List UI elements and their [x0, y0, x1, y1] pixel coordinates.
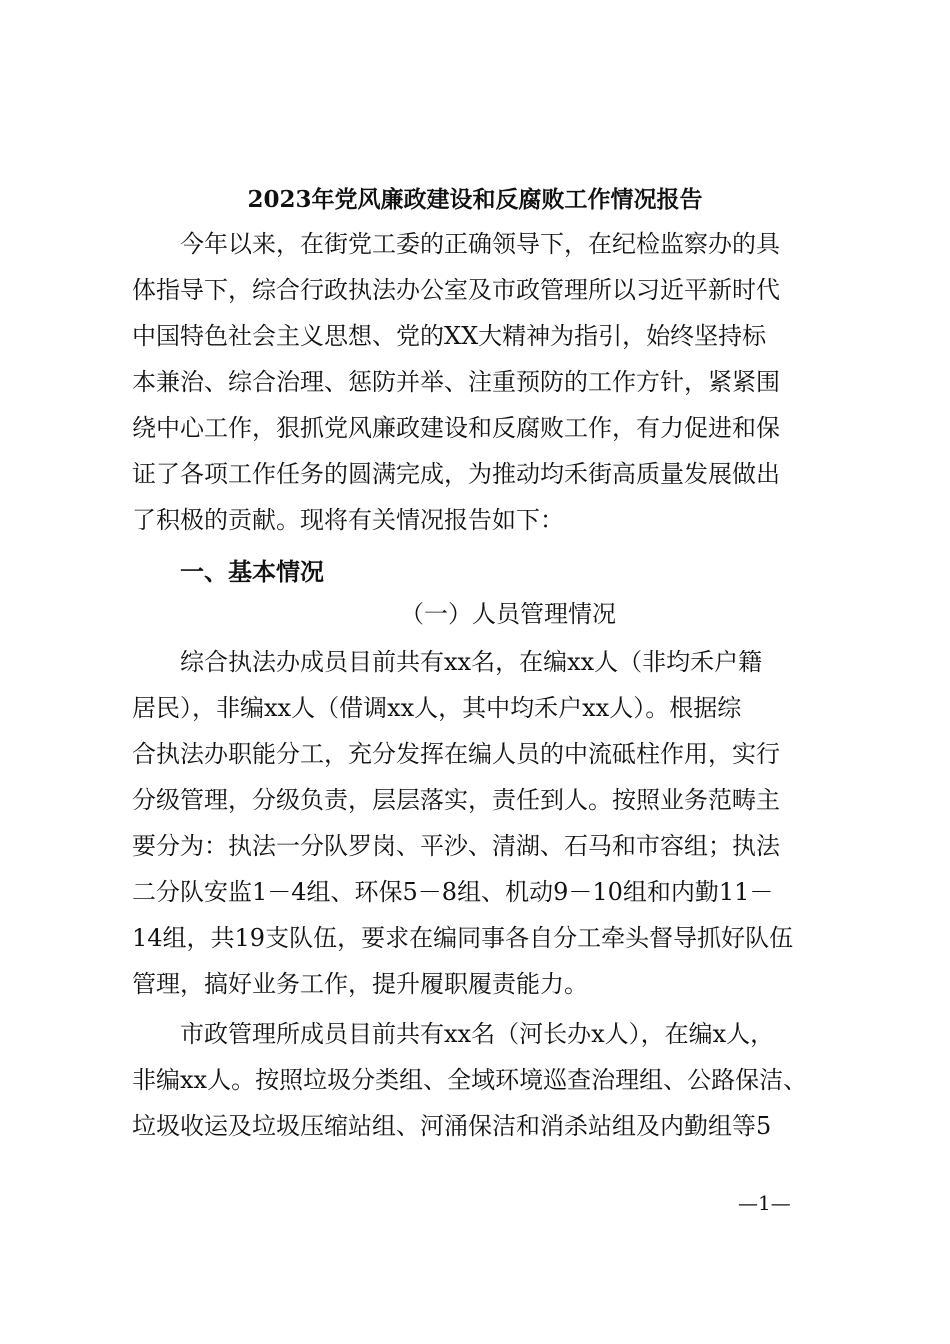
- intro-line: 本兼治、综合治理、惩防并举、注重预防的工作方针，紧紧围: [132, 368, 780, 396]
- intro-line: 绕中心工作，狠抓党风廉政建设和反腐败工作，有力促进和保: [132, 414, 780, 442]
- paragraph-line: 非编xx人。按照垃圾分类组、全域环境巡查治理组、公路保洁、: [132, 1066, 808, 1094]
- intro-line: 体指导下，综合行政执法办公室及市政管理所以习近平新时代: [132, 276, 780, 304]
- intro-line: 证了各项工作任务的圆满完成，为推动均禾街高质量发展做出: [132, 460, 780, 488]
- paragraph-line: 14组，共19支队伍，要求在编同事各自分工牵头督导抓好队伍: [132, 924, 794, 952]
- subsection-heading: （一）人员管理情况: [400, 600, 616, 628]
- paragraph-line: 垃圾收运及垃圾压缩站组、河涌保洁和消杀站组及内勤组等5: [132, 1112, 772, 1140]
- intro-line: 今年以来，在街党工委的正确领导下，在纪检监察办的具: [180, 230, 780, 258]
- paragraph-line: 分级管理，分级负责，层层落实，责任到人。按照业务范畴主: [132, 786, 780, 814]
- section-heading: 一、基本情况: [180, 558, 324, 586]
- paragraph-line: 合执法办职能分工，充分发挥在编人员的中流砥柱作用，实行: [132, 740, 780, 768]
- paragraph-line: 综合执法办成员目前共有xx名，在编xx人（非均禾户籍: [180, 648, 763, 676]
- paragraph-line: 居民），非编xx人（借调xx人，其中均禾户xx人）。根据综: [132, 694, 742, 722]
- intro-line: 了积极的贡献。现将有关情况报告如下：: [132, 506, 564, 534]
- paragraph-line: 二分队安监1－4组、环保5－8组、机动9－10组和内勤11－: [132, 878, 774, 906]
- page-number: —1—: [738, 1191, 791, 1215]
- paragraph-line: 管理，搞好业务工作，提升履职履责能力。: [132, 970, 588, 998]
- paragraph-line: 市政管理所成员目前共有xx名（河长办x人），在编x人，: [180, 1020, 775, 1048]
- document-title: 2023年党风廉政建设和反腐败工作情况报告: [247, 186, 703, 213]
- intro-line: 中国特色社会主义思想、党的XX大精神为指引，始终坚持标: [132, 322, 767, 350]
- paragraph-line: 要分为：执法一分队罗岗、平沙、清湖、石马和市容组；执法: [132, 832, 780, 860]
